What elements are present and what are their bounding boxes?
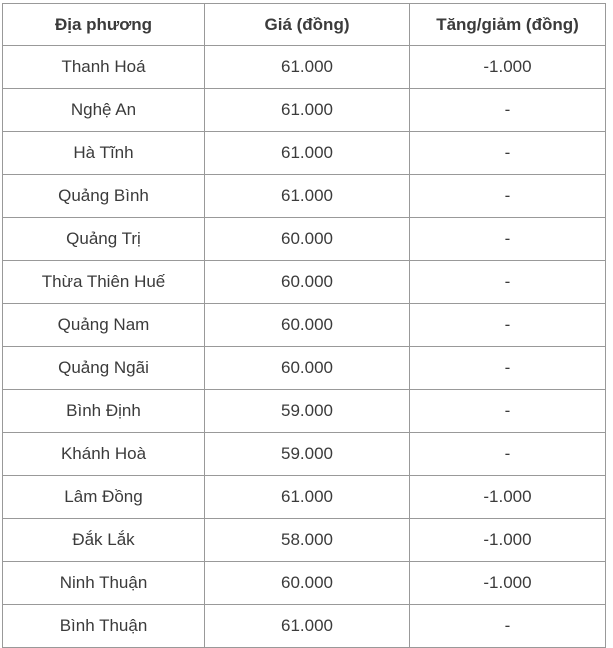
location-cell: Quảng Trị (3, 218, 205, 261)
table-row (3, 519, 606, 562)
change-cell: - (410, 175, 606, 218)
location-cell: Quảng Bình (3, 175, 205, 218)
change-cell: -1.000 (410, 519, 606, 562)
change-cell: - (410, 304, 606, 347)
price-cell: 61.000 (205, 175, 410, 218)
change-cell: -1.000 (410, 476, 606, 519)
price-cell: 61.000 (205, 476, 410, 519)
location-cell: Thừa Thiên Huế (3, 261, 205, 304)
table-row (3, 175, 606, 218)
table-row (3, 562, 606, 605)
change-cell: - (410, 605, 606, 648)
table-row (3, 132, 606, 175)
change-cell: - (410, 433, 606, 476)
change-cell: - (410, 89, 606, 132)
price-cell: 61.000 (205, 89, 410, 132)
location-cell: Ninh Thuận (3, 562, 205, 605)
location-cell: Quảng Nam (3, 304, 205, 347)
location-cell: Đắk Lắk (3, 519, 205, 562)
change-cell: - (410, 390, 606, 433)
col-header-location: Địa phương (3, 4, 205, 46)
table-row (3, 261, 606, 304)
location-cell: Bình Định (3, 390, 205, 433)
table-row (3, 605, 606, 648)
location-cell: Lâm Đồng (3, 476, 205, 519)
table-row (3, 304, 606, 347)
table-row (3, 433, 606, 476)
change-cell: - (410, 261, 606, 304)
change-cell: -1.000 (410, 46, 606, 89)
table-row (3, 390, 606, 433)
price-table (2, 3, 606, 648)
price-cell: 60.000 (205, 218, 410, 261)
price-cell: 58.000 (205, 519, 410, 562)
table-row (3, 218, 606, 261)
table-row (3, 476, 606, 519)
header-row (3, 4, 606, 46)
location-cell: Thanh Hoá (3, 46, 205, 89)
change-cell: - (410, 347, 606, 390)
change-cell: - (410, 132, 606, 175)
table-body (3, 46, 606, 648)
price-cell: 61.000 (205, 605, 410, 648)
price-cell: 60.000 (205, 347, 410, 390)
price-cell: 59.000 (205, 390, 410, 433)
table-row (3, 89, 606, 132)
change-cell: - (410, 218, 606, 261)
price-cell: 60.000 (205, 304, 410, 347)
location-cell: Nghệ An (3, 89, 205, 132)
price-cell: 61.000 (205, 46, 410, 89)
table-row (3, 46, 606, 89)
price-cell: 60.000 (205, 562, 410, 605)
price-cell: 61.000 (205, 132, 410, 175)
price-cell: 60.000 (205, 261, 410, 304)
location-cell: Khánh Hoà (3, 433, 205, 476)
location-cell: Bình Thuận (3, 605, 205, 648)
col-header-change: Tăng/giảm (đồng) (410, 4, 606, 46)
col-header-price: Giá (đồng) (205, 4, 410, 46)
price-cell: 59.000 (205, 433, 410, 476)
table-row (3, 347, 606, 390)
location-cell: Quảng Ngãi (3, 347, 205, 390)
change-cell: -1.000 (410, 562, 606, 605)
location-cell: Hà Tĩnh (3, 132, 205, 175)
